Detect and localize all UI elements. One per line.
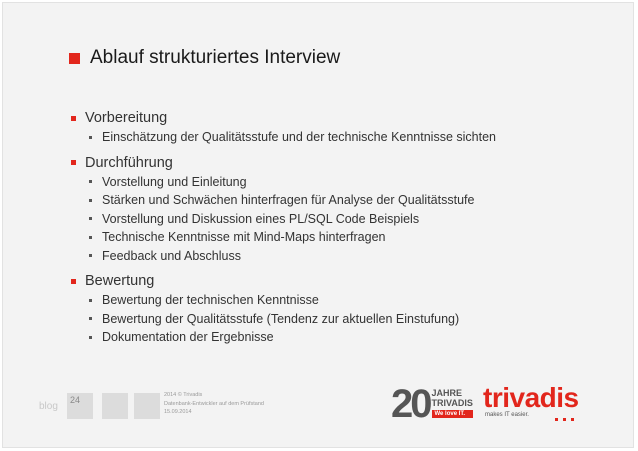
square-bullet-icon [89, 180, 92, 183]
square-bullet-icon [89, 236, 92, 239]
footer-box [134, 393, 160, 419]
footer-blog-label: blog [39, 401, 58, 412]
list-item [71, 173, 611, 192]
logo-dot [571, 418, 574, 421]
logo-wordmark: trivadis [483, 382, 579, 413]
bullet-content [71, 108, 611, 353]
list-item-text: Vorstellung und Einleitung [102, 174, 247, 189]
square-bullet-icon [89, 217, 92, 220]
square-bullet-icon [89, 136, 92, 139]
list-item [71, 291, 611, 310]
section-heading [71, 271, 611, 291]
trivadis-logo [483, 384, 583, 418]
list-item-text: Stärken und Schwächen hinterfragen für Analyse der Qualitätsstufe [102, 193, 475, 208]
section-label: Durchführung [85, 154, 173, 171]
section-label: Bewertung [85, 273, 155, 289]
page-number: 24 [70, 395, 81, 405]
anniversary-jahre: JAHRE [431, 388, 463, 398]
list-item-text: Technische Kenntnisse mit Mind-Maps hinterfragen [102, 230, 386, 245]
section-label: Vorbereitung [85, 110, 168, 126]
title-bar [69, 47, 340, 69]
anniversary-tagline: We love IT. [432, 410, 473, 418]
square-bullet-icon [89, 254, 92, 257]
section-durchfuehrung [71, 153, 611, 266]
list-item-text: Vorstellung und Diskussion eines PL/SQL Code Beispiels [102, 211, 420, 226]
section-vorbereitung [71, 108, 611, 147]
anniversary-logo [391, 382, 473, 426]
anniversary-brand: TRIVADIS [431, 398, 473, 408]
square-bullet-icon [89, 317, 92, 320]
footer-copyright: 2014 © Trivadis [164, 392, 203, 398]
logo-dot [555, 418, 558, 421]
square-bullet-icon [89, 299, 92, 302]
square-bullet-icon [89, 199, 92, 202]
logo-dot [563, 418, 566, 421]
section-heading [71, 108, 611, 128]
list-item-text: Bewertung der technischen Kenntnisse [102, 293, 319, 308]
footer-date: 15.09.2014 [164, 409, 192, 415]
list-item [71, 310, 611, 329]
list-item [71, 210, 611, 229]
list-item-text: Feedback und Abschluss [102, 248, 241, 263]
footer-box [102, 393, 128, 419]
list-item [71, 247, 611, 266]
slide [2, 2, 634, 448]
list-item [71, 191, 611, 210]
logo-dots-icon [555, 418, 579, 421]
square-bullet-icon [89, 336, 92, 339]
list-item [71, 228, 611, 247]
list-item-text: Einschätzung der Qualitätsstufe und der technische Kenntnisse sichten [102, 130, 496, 145]
anniversary-text [432, 389, 473, 418]
square-bullet-icon [71, 116, 76, 121]
footer-subtitle: Datenbank-Entwickler auf dem Prüfstand [164, 400, 264, 407]
anniversary-number: 20 [391, 382, 430, 426]
list-item [71, 128, 611, 147]
square-bullet-icon [71, 160, 76, 165]
list-item-text: Dokumentation der Ergebnisse [102, 330, 274, 345]
footer-meta [164, 391, 264, 417]
section-bewertung [71, 271, 611, 347]
slide-title: Ablauf strukturiertes Interview [90, 47, 341, 68]
title-square-icon [69, 53, 80, 64]
section-heading [71, 153, 611, 173]
footer-page-box [67, 393, 93, 419]
square-bullet-icon [71, 279, 76, 284]
list-item [71, 328, 611, 347]
list-item-text: Bewertung der Qualitätsstufe (Tendenz zur aktuellen Einstufung) [102, 311, 460, 326]
logo-tagline: makes IT easier. [485, 412, 529, 418]
